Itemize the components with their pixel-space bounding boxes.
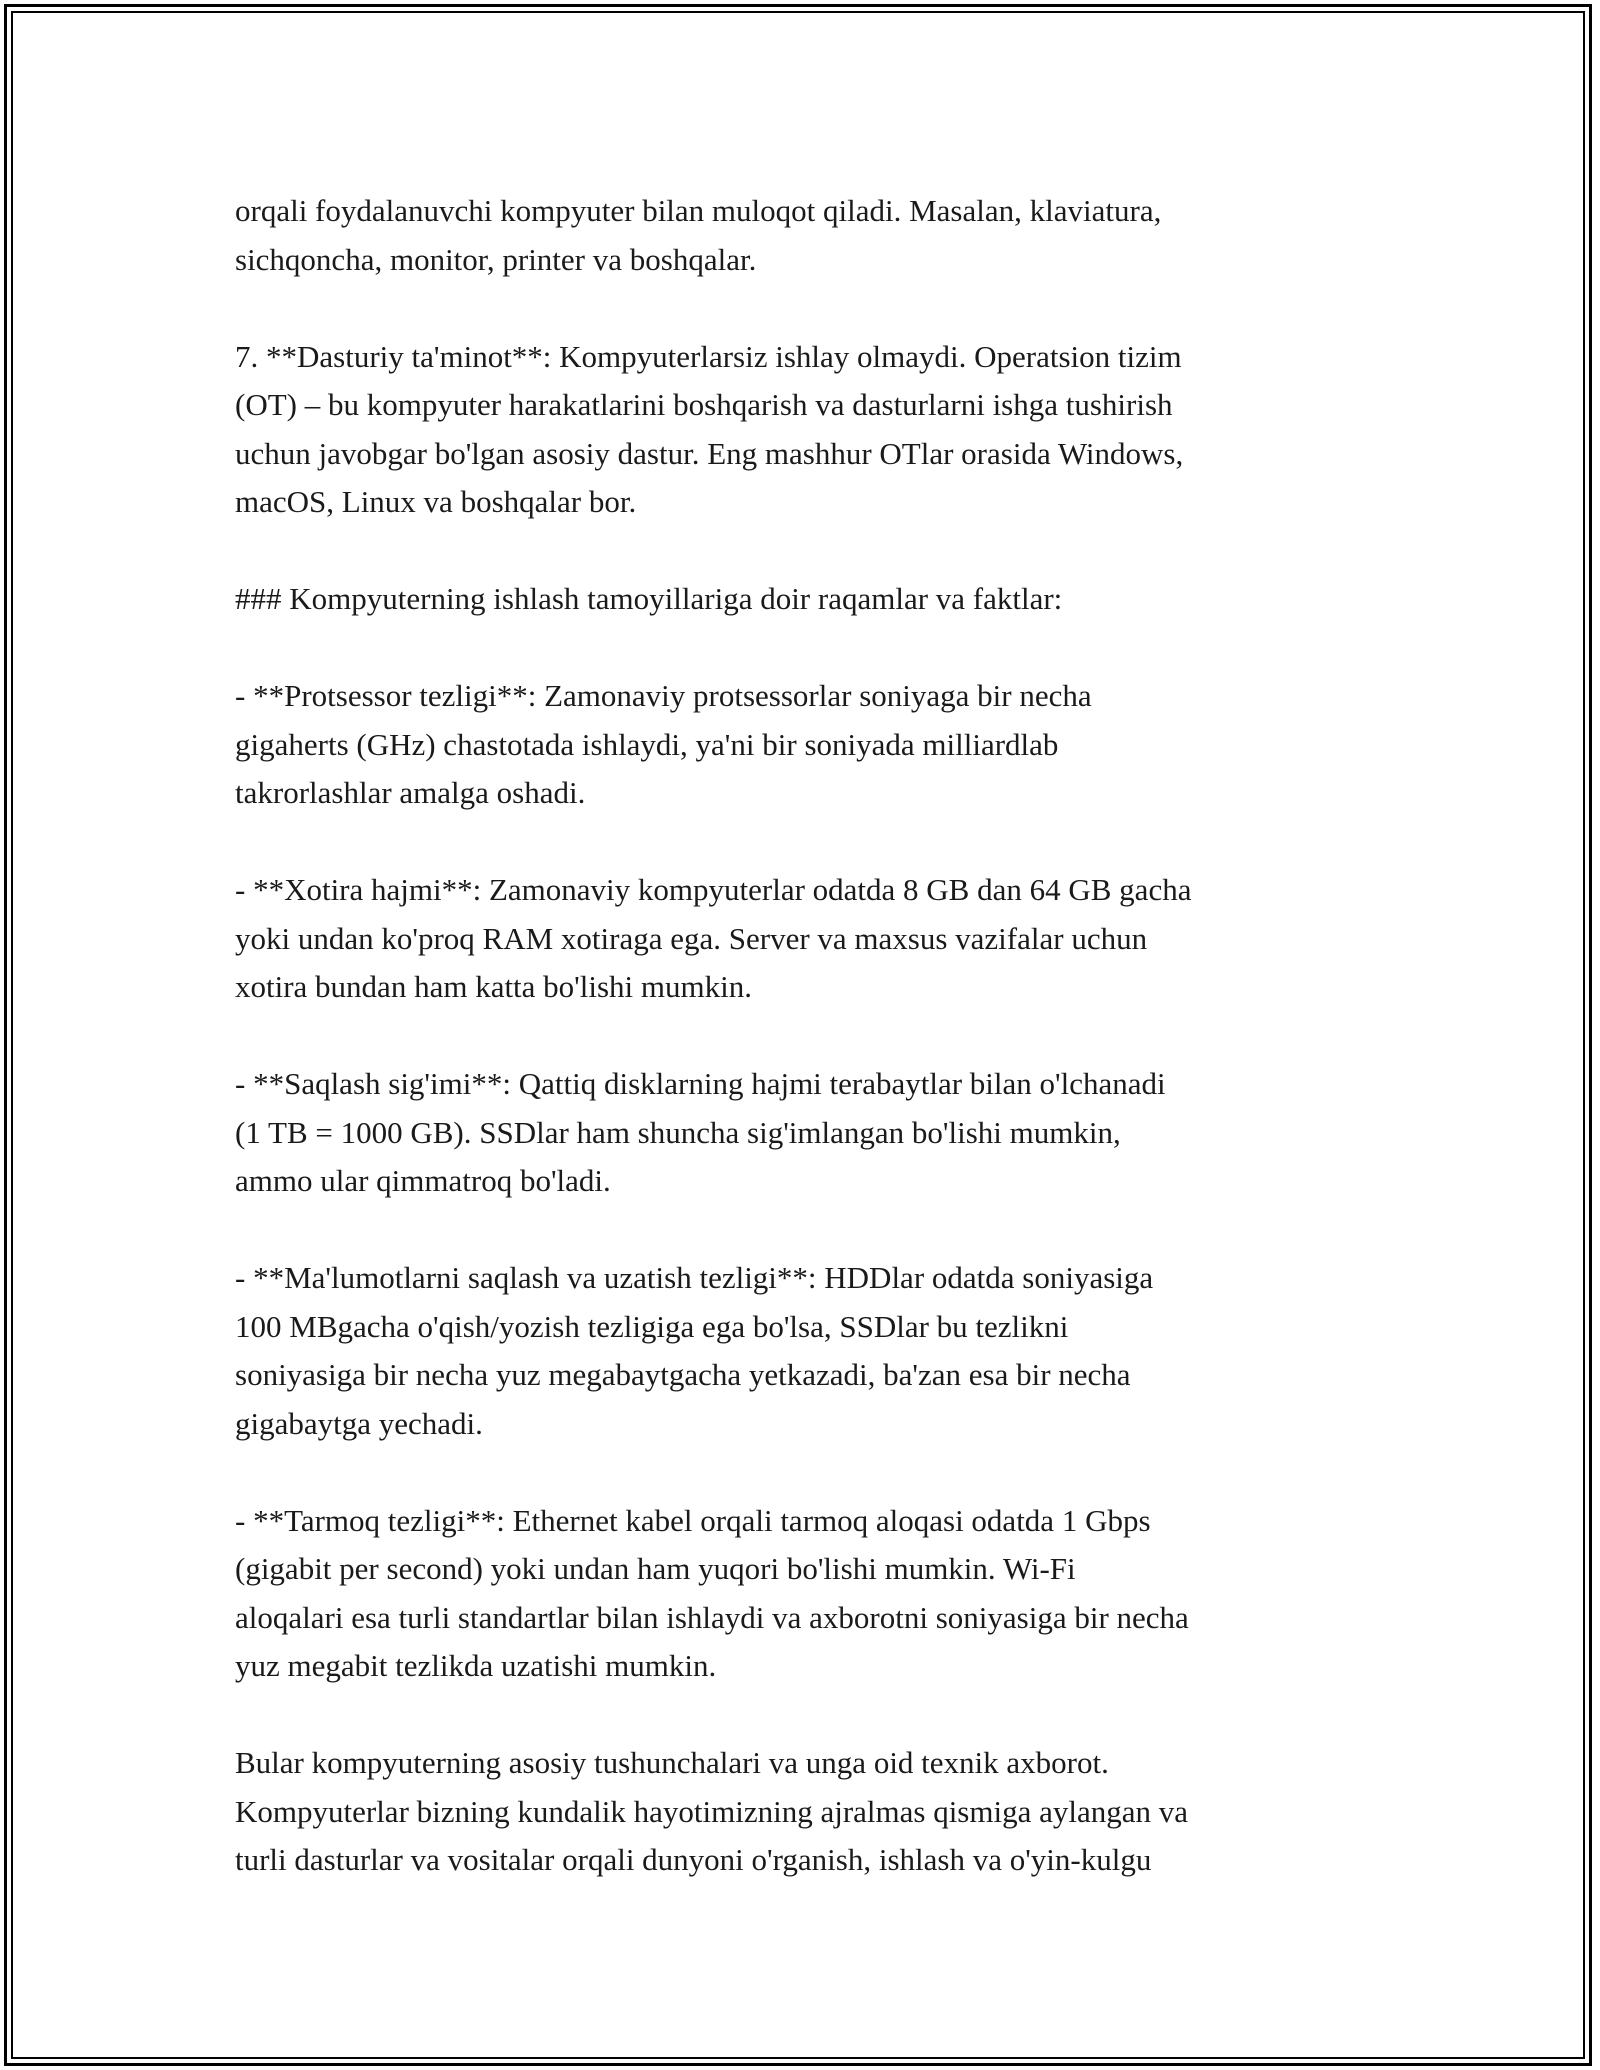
section-heading-facts: ### Kompyuterning ishlash tamoyillariga doir raqamlar va faktlar: bbox=[235, 581, 1063, 616]
list-item-network-speed: - **Tarmoq tezligi**: Ethernet kabel orqali tarmoq aloqasi odatda 1 Gbps (gigabit per second) yoki undan ham yuqori bo'lishi mumkin. Wi-Fi aloqalari esa turli standartlar bilan ishlaydi va axborotni soniyasiga bir necha yuz megabit tezlikda uzatishi mumkin. bbox=[235, 1502, 1189, 1683]
list-item-transfer-speed: - **Ma'lumotlarni saqlash va uzatish tezligi**: HDDlar odatda soniyasiga 100 MBgacha o'qish/yozish tezligiga ega bo'lsa, SSDlar bu tezlikni soniyasiga bir necha yuz megabaytgacha yetkazadi, ba'zan esa bir necha gigabaytga yechadi. bbox=[235, 1260, 1154, 1441]
paragraph-software: 7. **Dasturiy ta'minot**: Kompyuterlarsiz ishlay olmaydi. Operatsion tizim (OT) – bu kompyuter harakatlarini boshqarish va dasturlarni ishga tushirish uchun javobgar bo'lgan asosiy dastur. Eng mashhur OTlar orasida Windows, macOS, Linux va boshqalar bor. bbox=[235, 338, 1184, 519]
list-item-processor-speed: - **Protsessor tezligi**: Zamonaviy protsessorlar soniyaga bir necha gigaherts (GHz) chastotada ishlaydi, ya'ni bir soniyada milliardlab takrorlashlar amalga oshadi. bbox=[235, 678, 1092, 810]
paragraph-conclusion: Bular kompyuterning asosiy tushunchalari va unga oid texnik axborot. Kompyuterlar bizning kundalik hayotimizning ajralmas qismiga aylangan va turli dasturlar va vositalar orqali dunyoni o'rganish, ishlash va o'yin-kulgu bbox=[235, 1745, 1189, 1877]
list-item-memory-size: - **Xotira hajmi**: Zamonaviy kompyuterlar odatda 8 GB dan 64 GB gacha yoki undan ko'proq RAM xotiraga ega. Server va maxsus vazifalar uchun xotira bundan ham katta bo'lishi mumkin. bbox=[235, 872, 1192, 1004]
paragraph-io-devices: orqali foydalanuvchi kompyuter bilan muloqot qiladi. Masalan, klaviatura, sichqoncha, monitor, printer va boshqalar. bbox=[235, 193, 1162, 277]
list-item-storage-capacity: - **Saqlash sig'imi**: Qattiq disklarning hajmi terabaytlar bilan o'lchanadi (1 TB = 1000 GB). SSDlar ham shuncha sig'imlangan bo'lishi mumkin, ammo ular qimmatroq bo'ladi. bbox=[235, 1066, 1166, 1198]
document-body bbox=[235, 187, 1395, 1885]
